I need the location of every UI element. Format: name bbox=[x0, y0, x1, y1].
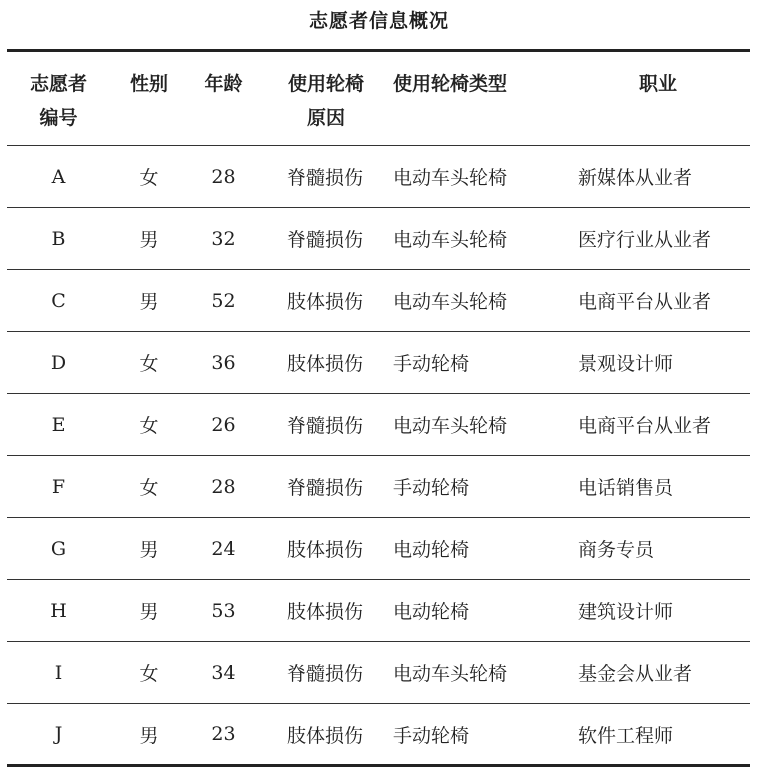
cell-age: 23 bbox=[211, 723, 236, 745]
cell-type: 电动轮椅 bbox=[393, 539, 470, 561]
cell-sex: 男 bbox=[139, 539, 159, 561]
cell-sex: 女 bbox=[139, 353, 159, 375]
cell-occupation: 景观设计师 bbox=[578, 353, 674, 375]
cell-age: 34 bbox=[211, 661, 236, 684]
cell-id: B bbox=[51, 227, 66, 250]
cell-cause: 脊髓损伤 bbox=[287, 477, 364, 499]
table-row bbox=[7, 394, 750, 456]
cell-type: 手动轮椅 bbox=[393, 477, 470, 499]
cell-occupation: 电商平台从业者 bbox=[578, 291, 712, 313]
table-row bbox=[7, 456, 750, 518]
cell-cause: 脊髓损伤 bbox=[287, 415, 364, 437]
cell-cause: 脊髓损伤 bbox=[287, 663, 364, 685]
cell-sex: 女 bbox=[139, 663, 159, 685]
header-wheelchair-cause bbox=[259, 51, 393, 146]
cell-id: E bbox=[51, 413, 66, 436]
header-sex: 性别 bbox=[129, 73, 168, 95]
cell-id: H bbox=[50, 599, 67, 622]
header-wheelchair-type: 使用轮椅类型 bbox=[393, 73, 508, 95]
cell-sex: 女 bbox=[139, 167, 159, 189]
cell-occupation: 医疗行业从业者 bbox=[578, 229, 712, 251]
cell-age: 53 bbox=[211, 599, 236, 622]
cell-sex: 男 bbox=[139, 291, 159, 313]
cell-occupation: 软件工程师 bbox=[578, 724, 674, 747]
table-row bbox=[7, 270, 750, 332]
cell-id: F bbox=[51, 475, 66, 498]
cell-sex: 男 bbox=[139, 601, 159, 623]
cell-age: 32 bbox=[211, 227, 236, 250]
cell-occupation: 商务专员 bbox=[578, 539, 655, 561]
cell-occupation: 新媒体从业者 bbox=[578, 167, 693, 189]
cell-id: G bbox=[50, 537, 67, 560]
cell-id: D bbox=[50, 351, 67, 374]
cell-cause: 脊髓损伤 bbox=[287, 167, 364, 189]
cell-cause: 肢体损伤 bbox=[287, 601, 364, 623]
cell-cause: 肢体损伤 bbox=[287, 291, 364, 313]
header-volunteer-id-line2: 编号 bbox=[39, 107, 78, 129]
header-occupation: 职业 bbox=[638, 73, 677, 95]
table-row bbox=[7, 642, 750, 704]
cell-type: 手动轮椅 bbox=[393, 353, 470, 375]
cell-type: 电动车头轮椅 bbox=[393, 415, 508, 437]
cell-sex: 男 bbox=[139, 724, 159, 747]
cell-sex: 男 bbox=[139, 229, 159, 251]
table-row bbox=[7, 146, 750, 208]
cell-age: 24 bbox=[211, 537, 236, 560]
header-volunteer-id-line1: 志愿者 bbox=[29, 73, 87, 95]
cell-age: 36 bbox=[211, 351, 236, 374]
cell-sex: 女 bbox=[139, 415, 159, 437]
table-row bbox=[7, 704, 750, 766]
cell-type: 电动车头轮椅 bbox=[393, 229, 508, 251]
cell-occupation: 电商平台从业者 bbox=[578, 415, 712, 437]
table-row bbox=[7, 518, 750, 580]
cell-id: I bbox=[54, 661, 63, 684]
cell-type: 电动车头轮椅 bbox=[393, 291, 508, 313]
cell-cause: 肢体损伤 bbox=[287, 539, 364, 561]
cell-occupation: 基金会从业者 bbox=[578, 663, 693, 685]
cell-type: 手动轮椅 bbox=[393, 724, 470, 747]
cell-age: 28 bbox=[211, 165, 236, 188]
header-wheelchair-cause-line2: 原因 bbox=[306, 107, 345, 129]
header-wheelchair-cause-line1: 使用轮椅 bbox=[287, 73, 364, 95]
cell-type: 电动车头轮椅 bbox=[393, 663, 508, 685]
cell-occupation: 电话销售员 bbox=[578, 477, 674, 499]
cell-occupation: 建筑设计师 bbox=[578, 601, 674, 623]
cell-cause: 脊髓损伤 bbox=[287, 229, 364, 251]
cell-cause: 肢体损伤 bbox=[287, 724, 364, 747]
header-volunteer-id bbox=[7, 51, 110, 146]
cell-age: 26 bbox=[211, 413, 236, 436]
cell-cause: 肢体损伤 bbox=[287, 353, 364, 375]
cell-type: 电动轮椅 bbox=[393, 601, 470, 623]
cell-type: 电动车头轮椅 bbox=[393, 167, 508, 189]
table-row bbox=[7, 332, 750, 394]
cell-sex: 女 bbox=[139, 477, 159, 499]
cell-id: A bbox=[51, 165, 66, 188]
table-title: 志愿者信息概况 bbox=[308, 10, 449, 32]
cell-id: J bbox=[54, 723, 63, 745]
volunteer-info-table bbox=[7, 49, 750, 767]
table-header-row bbox=[7, 51, 750, 146]
header-age: 年龄 bbox=[204, 73, 243, 95]
table-row bbox=[7, 208, 750, 270]
cell-age: 28 bbox=[211, 475, 236, 498]
cell-age: 52 bbox=[211, 289, 236, 312]
table-row bbox=[7, 580, 750, 642]
cell-id: C bbox=[51, 289, 66, 312]
